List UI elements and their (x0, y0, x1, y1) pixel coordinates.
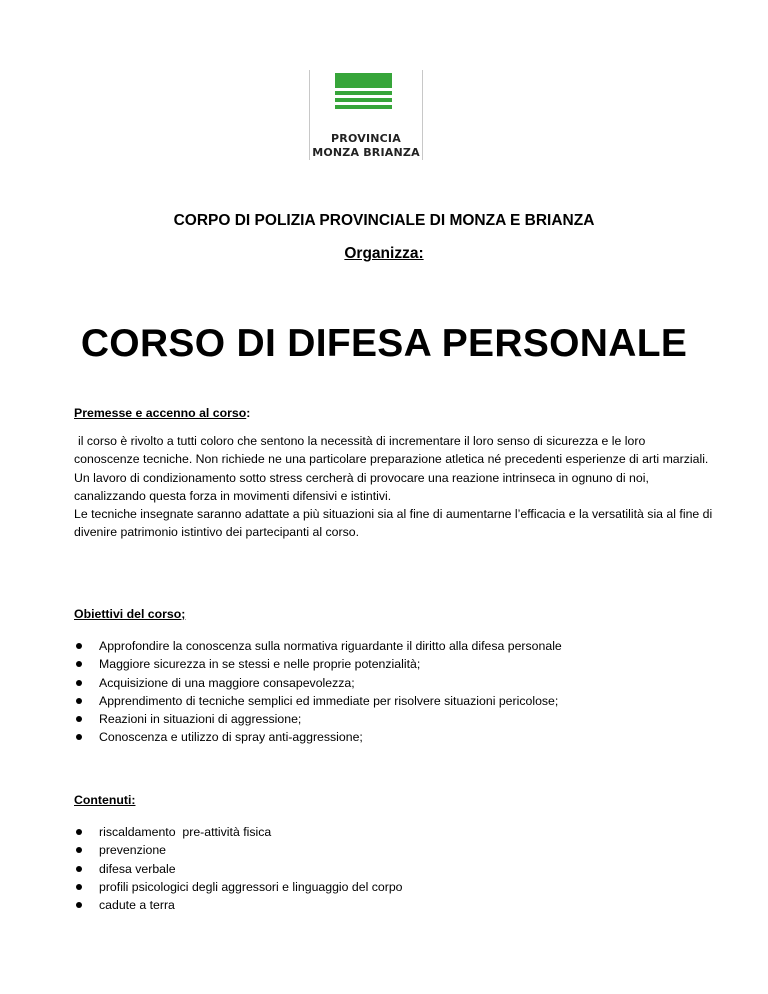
premesse-paragraph-3: Le tecniche insegnate saranno adattate a più situazioni sia al fine di aumentarne l’efficacia e la versatilità sia al fine di divenire patrimonio istintivo dei partecipanti al corso. (74, 507, 713, 540)
bullet-icon (76, 829, 82, 835)
provincia-logo (309, 70, 423, 160)
list-item: Conoscenza e utilizzo di spray anti-aggressione; (74, 728, 714, 746)
logo-text-line2: MONZA BRIANZA (312, 146, 420, 159)
list-item: prevenzione (74, 841, 714, 859)
premesse-heading: Premesse e accenno al corso: (74, 406, 251, 420)
contenuti-section (74, 791, 714, 914)
list-item: Apprendimento di tecniche semplici ed immediate per risolvere situazioni pericolose; (74, 692, 714, 710)
list-item: riscaldamento pre-attività fisica (74, 823, 714, 841)
bullet-icon (76, 643, 82, 649)
contenuti-list (74, 823, 714, 914)
bullet-icon (76, 716, 82, 722)
list-item: Maggiore sicurezza in se stessi e nelle proprie potenzialità; (74, 655, 714, 673)
bullet-icon (76, 680, 82, 686)
list-item: profili psicologici degli aggressori e linguaggio del corpo (74, 878, 714, 896)
logo-text-line1: PROVINCIA (331, 132, 401, 145)
obiettivi-list (74, 637, 714, 746)
list-item: difesa verbale (74, 860, 714, 878)
list-item: Reazioni in situazioni di aggressione; (74, 710, 714, 728)
obiettivi-section (74, 605, 714, 746)
contenuti-heading: Contenuti: (74, 793, 136, 807)
logo-stripe (335, 98, 392, 102)
bullet-icon (76, 734, 82, 740)
bullet-icon (76, 902, 82, 908)
logo-stripe (335, 91, 392, 95)
premesse-paragraph-2: Un lavoro di condizionamento sotto stress cercherà di provocare una reazione intrinseca in ognuno di noi, canalizzando questa forza in movimenti difensivi e istintivi. (74, 470, 649, 503)
list-item: cadute a terra (74, 896, 714, 914)
list-item: Approfondire la conoscenza sulla normativa riguardante il diritto alla difesa personale (74, 637, 714, 655)
obiettivi-heading: Obiettivi del corso; (74, 607, 186, 621)
bullet-icon (76, 847, 82, 853)
premesse-paragraph-1: il corso è rivolto a tutti coloro che sentono la necessità di incrementare il loro senso di sicurezza e le loro conoscenze tecniche. Non richiede ne una particolare preparazione atletica né precedenti esperienze di arti marziali. (74, 434, 709, 467)
premesse-section (74, 404, 714, 541)
organization-heading: CORPO DI POLIZIA PROVINCIALE DI MONZA E BRIANZA (173, 212, 595, 229)
bullet-icon (76, 866, 82, 872)
organizza-heading: Organizza: (344, 245, 424, 262)
premesse-body (74, 432, 714, 541)
bullet-icon (76, 884, 82, 890)
logo-stripe (335, 73, 392, 88)
page-title: CORSO DI DIFESA PERSONALE (80, 322, 688, 365)
logo-stripe (335, 105, 392, 109)
list-item: Acquisizione di una maggiore consapevolezza; (74, 674, 714, 692)
bullet-icon (76, 661, 82, 667)
bullet-icon (76, 698, 82, 704)
